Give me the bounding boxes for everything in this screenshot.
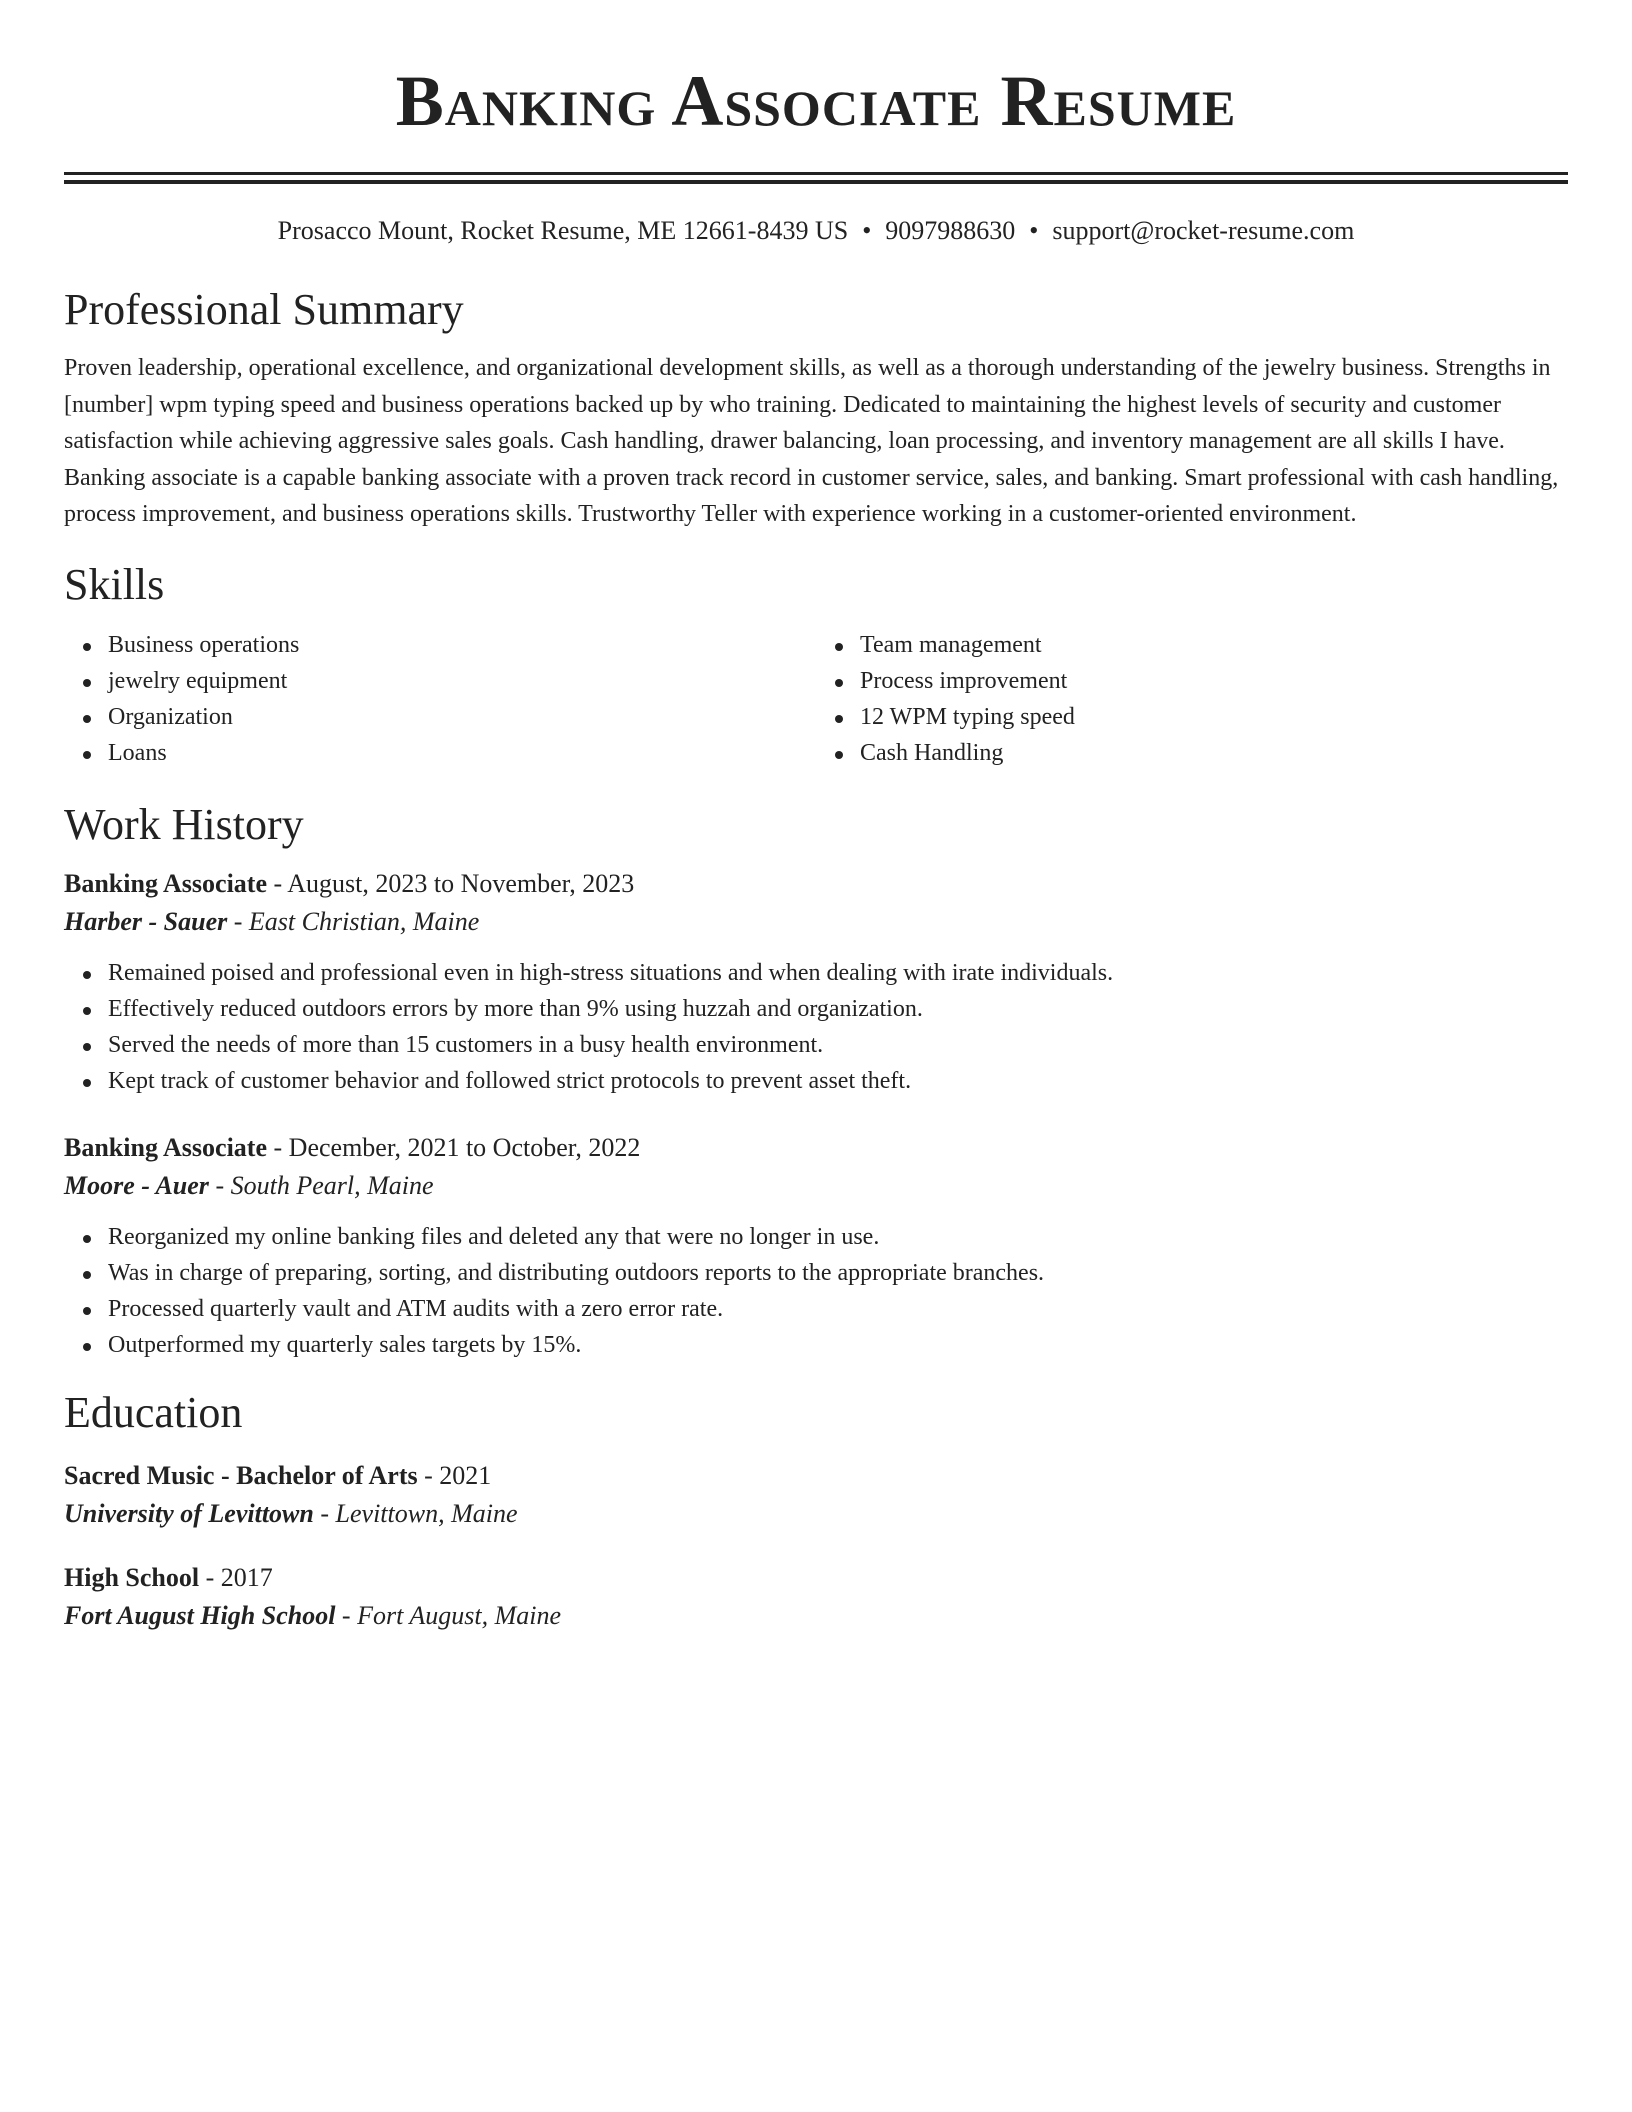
section-heading-summary: Professional Summary	[64, 285, 464, 334]
education-degree-line: High School - 2017	[64, 1562, 273, 1592]
education-entry	[64, 1457, 1568, 1533]
contact-separator: •	[1029, 216, 1039, 245]
job-bullet: Was in charge of preparing, sorting, and distributing outdoors reports to the appropriate branches.	[108, 1255, 1568, 1291]
summary-text: Proven leadership, operational excellence, and organizational development skills, as well as a thorough understanding of the jewelry business. Strengths in [number] wpm typing speed and business operations backed up by who training. Dedicated to maintaining the highest levels of security and customer satisfaction while achieving aggressive sales goals. Cash handling, drawer balancing, loan processing, and inventory management are all skills I have. Banking associate is a capable banking associate with a proven track record in customer service, sales, and banking. Smart professional with cash handling, process improvement, and business operations skills. Trustworthy Teller with experience working in a customer-oriented environment.	[64, 355, 1559, 527]
job-title-line: Banking Associate - August, 2023 to November, 2023	[64, 868, 635, 898]
job-dates: December, 2021 to October, 2022	[288, 1132, 641, 1162]
job-company: Moore - Auer	[64, 1170, 209, 1200]
contact-address: Prosacco Mount, Rocket Resume, ME 12661-8439 US	[277, 216, 849, 245]
education-degree: Sacred Music - Bachelor of Arts	[64, 1460, 418, 1490]
job-location: East Christian, Maine	[248, 906, 480, 936]
job-bullet: Outperformed my quarterly sales targets by 15%.	[108, 1327, 1568, 1363]
skill-item: Cash Handling	[860, 735, 1568, 771]
job-bullets	[64, 955, 1568, 1099]
job-bullets	[64, 1219, 1568, 1363]
skill-item: Organization	[108, 699, 816, 735]
education-school-line: University of Levittown - Levittown, Maine	[64, 1498, 518, 1528]
education-school: University of Levittown	[64, 1498, 314, 1528]
section-heading-work: Work History	[64, 799, 304, 849]
resume-title: Banking Associate Resume	[395, 61, 1237, 141]
job-employer-line: Harber - Sauer - East Christian, Maine	[64, 906, 480, 936]
education-degree: High School	[64, 1562, 200, 1592]
job-title: Banking Associate	[64, 1132, 267, 1162]
job-employer-line: Moore - Auer - South Pearl, Maine	[64, 1170, 434, 1200]
section-heading-skills: Skills	[64, 559, 165, 609]
skill-item: 12 WPM typing speed	[860, 699, 1568, 735]
skill-item: Business operations	[108, 627, 816, 663]
skill-item: Team management	[860, 627, 1568, 663]
education-location: Levittown, Maine	[335, 1498, 518, 1528]
skills-list-right	[816, 627, 1568, 771]
job-company: Harber - Sauer	[64, 906, 228, 936]
education-year: 2021	[439, 1460, 492, 1490]
job-bullet: Kept track of customer behavior and followed strict protocols to prevent asset theft.	[108, 1063, 1568, 1099]
job-bullet: Effectively reduced outdoors errors by more than 9% using huzzah and organization.	[108, 991, 1568, 1027]
education-year: 2017	[220, 1562, 273, 1592]
job-bullet: Reorganized my online banking files and deleted any that were no longer in use.	[108, 1219, 1568, 1255]
skill-item: jewelry equipment	[108, 663, 816, 699]
job-title: Banking Associate	[64, 868, 267, 898]
education-entry	[64, 1559, 1568, 1635]
job-bullet: Processed quarterly vault and ATM audits with a zero error rate.	[108, 1291, 1568, 1327]
title-double-rule	[64, 172, 1568, 184]
education-degree-line: Sacred Music - Bachelor of Arts - 2021	[64, 1460, 492, 1490]
job-entry	[64, 1129, 1568, 1363]
contact-phone: 9097988630	[885, 216, 1016, 245]
job-bullet: Remained poised and professional even in high-stress situations and when dealing with irate individuals.	[108, 955, 1568, 991]
section-heading-education: Education	[64, 1387, 243, 1437]
skills-columns	[64, 627, 1568, 771]
job-location: South Pearl, Maine	[230, 1170, 434, 1200]
education-school-line: Fort August High School - Fort August, Maine	[64, 1600, 561, 1630]
contact-email: support@rocket-resume.com	[1052, 216, 1355, 245]
education-school: Fort August High School	[64, 1600, 336, 1630]
skill-item: Process improvement	[860, 663, 1568, 699]
skill-item: Loans	[108, 735, 816, 771]
job-title-line: Banking Associate - December, 2021 to October, 2022	[64, 1132, 641, 1162]
skills-list-left	[64, 627, 816, 771]
education-location: Fort August, Maine	[357, 1600, 561, 1630]
job-entry	[64, 865, 1568, 1099]
contact-line	[64, 214, 1568, 248]
job-bullet: Served the needs of more than 15 customers in a busy health environment.	[108, 1027, 1568, 1063]
job-dates: August, 2023 to November, 2023	[287, 868, 635, 898]
contact-separator: •	[862, 216, 872, 245]
